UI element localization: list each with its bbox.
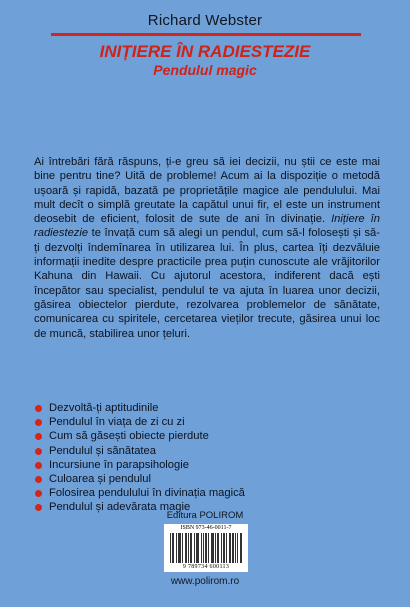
feature-label: Pendulul și adevărata magie [49,501,191,514]
barcode-digits: 9 789734 600113 [182,564,230,570]
feature-label: Incursiune în parapsihologie [49,458,189,471]
barcode-bars-icon [170,533,242,563]
author-name: Richard Webster [147,12,263,29]
bullet-dot-icon [35,490,42,497]
list-item [34,429,334,443]
list-item [34,472,334,486]
list-item [34,444,334,458]
book-title: INIȚIERE ÎN RADIESTEZIE [99,42,311,61]
feature-label: Pendulul în viața de zi cu zi [49,416,185,429]
list-item [34,415,334,429]
book-subtitle: Pendulul magic [153,62,257,78]
list-item [34,401,334,415]
feature-label: Folosirea pendulului în divinația magică [49,487,245,500]
bullet-dot-icon [35,448,42,455]
bullet-dot-icon [35,433,42,440]
blurb-title-emphasis: Inițiere în radiestezie [34,213,380,240]
bullet-dot-icon [35,462,42,469]
red-divider [51,33,361,36]
publisher-name: Editura POLIROM [166,510,244,521]
blurb-part-2: te învață cum să alegi un pendul, cum să-l folosești și să-ți dezvolți îndemînarea în utilizarea lui. În plus, cartea îți dezvăluie informații inedite despre practicile prea puțin cunoscute ale vrăjitorilor Kahuna din Hawaii. Cu ajutorul acestora, indiferent dacă ești începător sau specialist, pendulul te va ajuta în luarea unor decizii, găsirea obiectelor pierdute, rezolvarea problemelor de sănătate, comunicarea cu spiritele, cercetarea vieților trecute, găsirea unui loc de muncă, stabilirea unor țeluri. [34,227,380,340]
list-item [34,458,334,472]
bullet-dot-icon [35,419,42,426]
feature-label: Pendulul și sănătatea [49,444,156,457]
website-url: www.polirom.ro [170,576,240,587]
feature-list [34,401,334,515]
barcode [164,524,248,572]
list-item [34,486,334,500]
blurb-text [34,155,380,341]
bullet-dot-icon [35,476,42,483]
blurb-part-1: Ai întrebări fără răspuns, ți-e greu să iei decizii, nu știi ce este mai bine pentru tine? Uită de probleme! Acum ai la dispoziție o metodă ușoară și rapidă, bazată pe proprietățile magice ale pendulului. Mai mult decît o simplă greutate la capătul unui fir, el este un instrument deosebit de eficient, folosit de sute de ani în divinație. [34,156,380,226]
bullet-dot-icon [35,405,42,412]
isbn-label: ISBN 973-46-0011-7 [180,525,232,531]
feature-label: Dezvoltă-ți aptitudinile [49,402,159,414]
feature-label: Culoarea și pendulul [49,473,151,486]
feature-label: Cum să găsești obiecte pierdute [49,430,209,443]
